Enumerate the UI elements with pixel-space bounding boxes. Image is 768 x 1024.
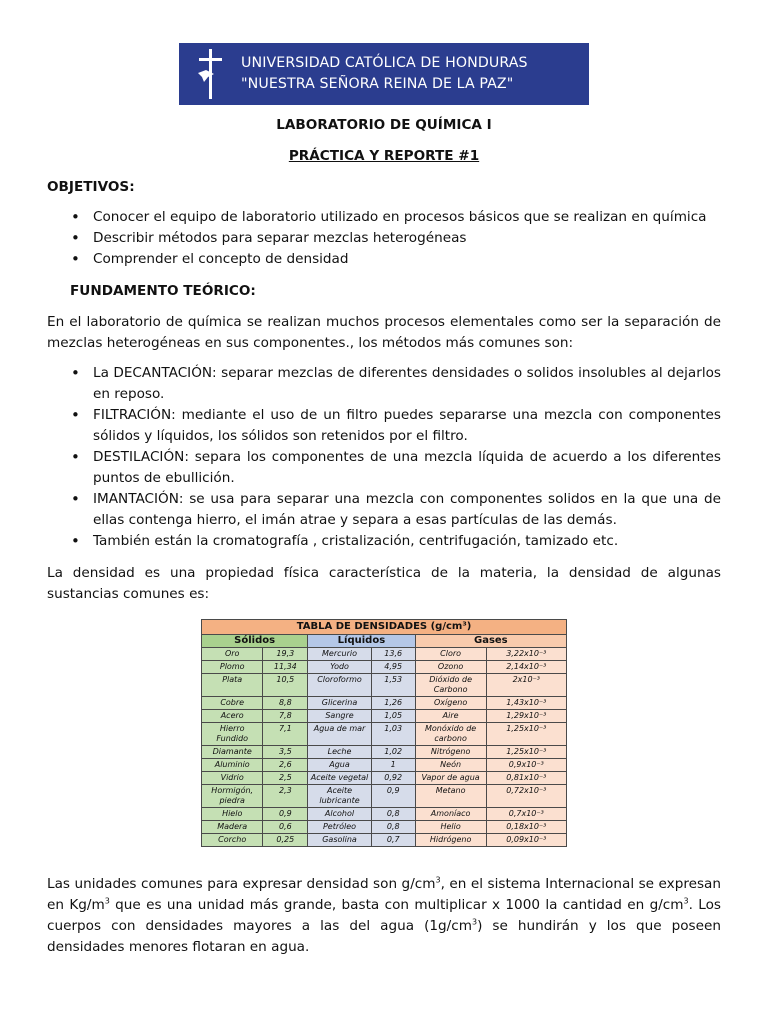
- table-cell: Petróleo: [308, 821, 372, 834]
- table-cell: Cobre: [202, 697, 263, 710]
- theory-label: FUNDAMENTO TEÓRICO:: [70, 283, 256, 299]
- practice-title: PRÁCTICA Y REPORTE #1: [288, 148, 480, 164]
- table-cell: 1,29x10⁻³: [486, 710, 566, 723]
- table-cell: 7,8: [263, 710, 308, 723]
- objectives-list: [47, 207, 721, 270]
- table-row: [202, 785, 567, 808]
- table-cell: 4,95: [371, 661, 415, 674]
- superscript: 3: [435, 875, 441, 885]
- table-cell: Aluminio: [202, 759, 263, 772]
- banner-line-1: UNIVERSIDAD CATÓLICA DE HONDURAS: [241, 55, 528, 71]
- table-cell: Plata: [202, 674, 263, 697]
- table-cell: 1: [371, 759, 415, 772]
- table-row: [202, 834, 567, 847]
- table-row: [202, 661, 567, 674]
- density-table-title: TABLA DE DENSIDADES (g/cm³): [202, 620, 567, 635]
- table-cell: 0,9x10⁻³: [486, 759, 566, 772]
- banner-line-2: "NUESTRA SEÑORA REINA DE LA PAZ": [241, 76, 514, 92]
- table-cell: 0,18x10⁻³: [486, 821, 566, 834]
- list-item: • La DECANTACIÓN: separar mezclas de diferentes densidades o solidos insolubles al dejarlos en reposo.: [47, 363, 721, 405]
- table-cell: Oxígeno: [415, 697, 486, 710]
- table-cell: 0,9: [371, 785, 415, 808]
- table-cell: 0,92: [371, 772, 415, 785]
- methods-list: [47, 363, 721, 552]
- table-cell: 1,53: [371, 674, 415, 697]
- list-item: • Conocer el equipo de laboratorio utilizado en procesos básicos que se realizan en química: [47, 207, 721, 228]
- table-cell: Hidrógeno: [415, 834, 486, 847]
- table-cell: 8,8: [263, 697, 308, 710]
- table-cell: 2,6: [263, 759, 308, 772]
- table-cell: Acero: [202, 710, 263, 723]
- lab-title: LABORATORIO DE QUÍMICA I: [276, 117, 492, 133]
- table-cell: Neón: [415, 759, 486, 772]
- table-cell: Plomo: [202, 661, 263, 674]
- cross-dove-logo-icon: [179, 43, 241, 105]
- table-cell: Monóxido de carbono: [415, 723, 486, 746]
- table-cell: Aceite vegetal: [308, 772, 372, 785]
- table-row: [202, 808, 567, 821]
- table-cell: Hierro Fundido: [202, 723, 263, 746]
- table-cell: 1,25x10⁻³: [486, 746, 566, 759]
- units-text-3: que es una unidad más grande, basta con multiplicar x 1000 la cantidad en g/cm: [109, 897, 684, 913]
- units-text-2: , en el sistema Internacional se expresan en Kg/m: [47, 876, 722, 913]
- density-table: [201, 619, 567, 847]
- table-cell: 0,6: [263, 821, 308, 834]
- table-cell: Helio: [415, 821, 486, 834]
- density-table-figure: [201, 619, 567, 847]
- units-text-1: Las unidades comunes para expresar densidad son g/cm: [47, 876, 436, 892]
- table-row: [202, 674, 567, 697]
- units-text-4: . Los cuerpos con densidades mayores a las del agua (1g/cm: [47, 897, 721, 934]
- table-cell: 10,5: [263, 674, 308, 697]
- table-cell: Vidrio: [202, 772, 263, 785]
- units-text-5: ) se hundirán y los que poseen densidades menores flotaran en agua.: [47, 918, 721, 955]
- table-cell: Nitrógeno: [415, 746, 486, 759]
- table-cell: Yodo: [308, 661, 372, 674]
- header-solids: Sólidos: [202, 635, 308, 648]
- table-cell: 1,03: [371, 723, 415, 746]
- table-cell: Amoníaco: [415, 808, 486, 821]
- table-row: [202, 723, 567, 746]
- table-cell: Dióxido de Carbono: [415, 674, 486, 697]
- table-cell: Aire: [415, 710, 486, 723]
- table-cell: Sangre: [308, 710, 372, 723]
- table-cell: 1,05: [371, 710, 415, 723]
- table-cell: Agua: [308, 759, 372, 772]
- table-cell: Diamante: [202, 746, 263, 759]
- list-item: • DESTILACIÓN: separa los componentes de una mezcla líquida de acuerdo a los diferentes puntos de ebullición.: [47, 447, 721, 489]
- table-cell: 11,34: [263, 661, 308, 674]
- table-cell: 2x10⁻³: [486, 674, 566, 697]
- table-cell: 3,22x10⁻³: [486, 648, 566, 661]
- list-item: • IMANTACIÓN: se usa para separar una mezcla con componentes solidos en la que una de ellas contenga hierro, el imán atrae y separa a esas partículas de las demás.: [47, 489, 721, 531]
- table-cell: Hielo: [202, 808, 263, 821]
- superscript: 3: [471, 917, 478, 927]
- table-cell: Madera: [202, 821, 263, 834]
- table-cell: Corcho: [202, 834, 263, 847]
- table-cell: 1,43x10⁻³: [486, 697, 566, 710]
- density-table-body: [202, 648, 567, 847]
- table-cell: 0,7: [371, 834, 415, 847]
- table-cell: Gasolina: [308, 834, 372, 847]
- table-cell: 0,72x10⁻³: [486, 785, 566, 808]
- table-row: [202, 759, 567, 772]
- table-cell: 13,6: [371, 648, 415, 661]
- table-cell: 0,8: [371, 821, 415, 834]
- table-cell: Leche: [308, 746, 372, 759]
- table-cell: Metano: [415, 785, 486, 808]
- density-intro: La densidad es una propiedad física característica de la materia, la densidad de algunas sustancias comunes es:: [47, 565, 721, 602]
- table-cell: 19,3: [263, 648, 308, 661]
- table-row: [202, 648, 567, 661]
- table-cell: 0,7x10⁻³: [486, 808, 566, 821]
- table-row: [202, 772, 567, 785]
- table-cell: Cloro: [415, 648, 486, 661]
- theory-intro: En el laboratorio de química se realizan muchos procesos elementales como ser la separación de mezclas heterogéneas en sus componentes., los métodos más comunes son:: [47, 314, 721, 351]
- table-cell: Glicerina: [308, 697, 372, 710]
- table-cell: 0,09x10⁻³: [486, 834, 566, 847]
- superscript: 3: [104, 896, 110, 906]
- table-cell: 0,81x10⁻³: [486, 772, 566, 785]
- units-paragraph: [47, 874, 721, 958]
- objectives-label: OBJETIVOS:: [47, 179, 135, 195]
- table-cell: 1,25x10⁻³: [486, 723, 566, 746]
- header-gases: Gases: [415, 635, 566, 648]
- header-liquids: Líquidos: [308, 635, 415, 648]
- table-cell: 0,9: [263, 808, 308, 821]
- table-cell: Agua de mar: [308, 723, 372, 746]
- table-cell: 0,8: [371, 808, 415, 821]
- table-cell: Vapor de agua: [415, 772, 486, 785]
- list-item: • Comprender el concepto de densidad: [47, 249, 721, 270]
- table-cell: Ozono: [415, 661, 486, 674]
- list-item: • También están la cromatografía , cristalización, centrifugación, tamizado etc.: [47, 531, 721, 552]
- list-item: • FILTRACIÓN: mediante el uso de un filtro puedes separarse una mezcla con componentes sólidos y líquidos, los sólidos son retenidos por el filtro.: [47, 405, 721, 447]
- table-cell: Hormigón, piedra: [202, 785, 263, 808]
- table-cell: 1,26: [371, 697, 415, 710]
- table-cell: 2,5: [263, 772, 308, 785]
- table-cell: 1,02: [371, 746, 415, 759]
- table-cell: 3,5: [263, 746, 308, 759]
- table-row: [202, 821, 567, 834]
- list-item: • Describir métodos para separar mezclas heterogéneas: [47, 228, 721, 249]
- table-cell: Oro: [202, 648, 263, 661]
- table-cell: Cloroformo: [308, 674, 372, 697]
- table-cell: 2,3: [263, 785, 308, 808]
- table-cell: 0,25: [263, 834, 308, 847]
- table-cell: Aceite lubricante: [308, 785, 372, 808]
- superscript: 3: [683, 896, 689, 906]
- table-cell: Alcohol: [308, 808, 372, 821]
- table-cell: 2,14x10⁻³: [486, 661, 566, 674]
- table-cell: Mercurio: [308, 648, 372, 661]
- table-cell: 7,1: [263, 723, 308, 746]
- table-row: [202, 746, 567, 759]
- table-row: [202, 710, 567, 723]
- university-banner: [179, 43, 589, 105]
- table-row: [202, 697, 567, 710]
